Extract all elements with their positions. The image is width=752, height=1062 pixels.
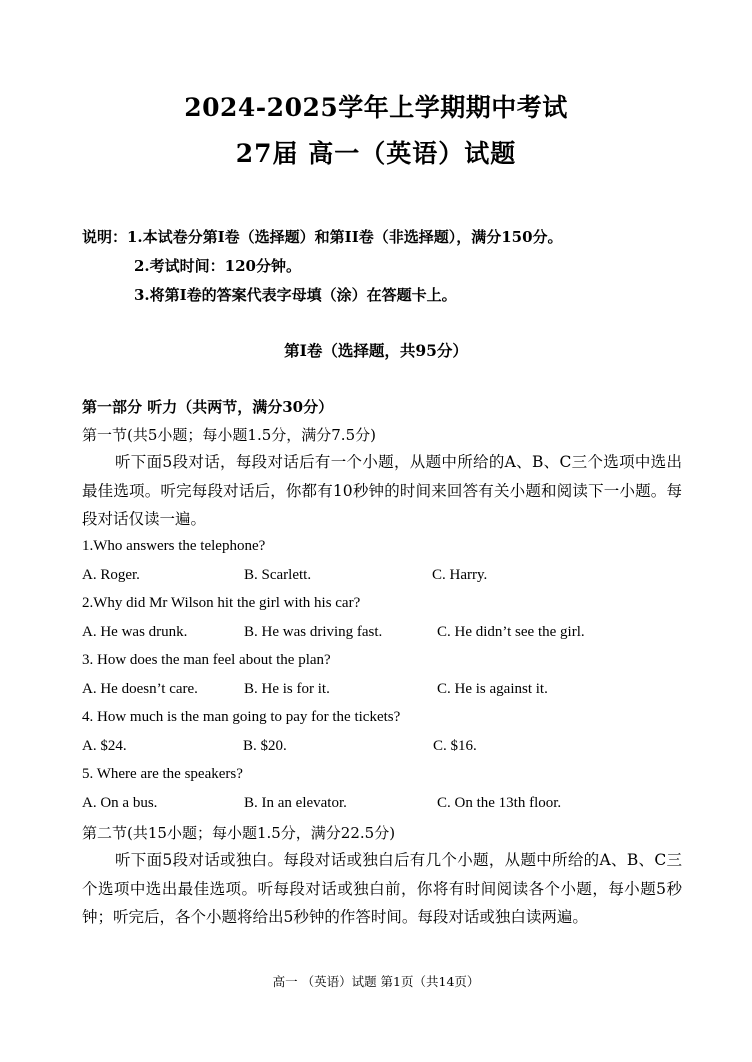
question-4: 4. How much is the man going to pay for the tickets? <box>82 709 401 725</box>
q3-option-b: B. He is for it. <box>244 681 330 697</box>
instruction-1: 说明：1.本试卷分第I卷（选择题）和第II卷（非选择题），满分150分。 <box>82 228 563 246</box>
q5-option-a: A. On a bus. <box>82 795 158 811</box>
q2-option-a: A. He was drunk. <box>82 624 188 640</box>
volume-title: 第I卷（选择题，共95分） <box>284 341 468 360</box>
question-2: 2.Why did Mr Wilson hit the girl with his car? <box>82 595 361 611</box>
q2-option-b: B. He was driving fast. <box>244 624 383 640</box>
exam-subtitle: 27届 高一（英语）试题 <box>235 139 517 168</box>
question-1: 1.Who answers the telephone? <box>82 538 266 554</box>
section1-title: 第一节(共5小题；每小题1.5分，满分7.5分) <box>82 426 376 444</box>
instruction-2: 2.考试时间：120分钟。 <box>134 257 301 275</box>
exam-title: 2024-2025学年上学期期中考试 <box>184 93 568 122</box>
q4-option-b: B. $20. <box>243 738 287 754</box>
q3-option-c: C. He is against it. <box>437 681 548 697</box>
section2-directions-text: 听下面5段对话或独白。每段对话或独白后有几个小题，从题中所给的A、B、C三个选项中选出最佳选项。听每段对话或独白前，你将有时间阅读各个小题，每小题5秒钟；听完后，各个小题将给出5秒钟的作答时间。每段对话或独白读两遍。 <box>82 851 682 927</box>
q1-option-a: A. Roger. <box>82 567 140 583</box>
q3-option-a: A. He doesn’t care. <box>82 681 198 697</box>
question-5: 5. Where are the speakers? <box>82 766 243 782</box>
section1-directions <box>82 448 682 534</box>
q1-option-c: C. Harry. <box>432 567 488 583</box>
section2-directions <box>82 846 682 932</box>
section1-directions-text: 听下面5段对话，每段对话后有一个小题，从题中所给的A、B、C三个选项中选出最佳选项。听完每段对话后，你都有10秒钟的时间来回答有关小题和阅读下一小题。每段对话仅读一遍。 <box>82 453 682 529</box>
page-footer: 高一 （英语）试题 第1页（共14页） <box>272 974 480 989</box>
q5-option-c: C. On the 13th floor. <box>437 795 562 811</box>
q1-option-b: B. Scarlett. <box>244 567 312 583</box>
q4-option-a: A. $24. <box>82 738 127 754</box>
section2-title: 第二节(共15小题；每小题1.5分，满分22.5分) <box>82 824 396 842</box>
q5-option-b: B. In an elevator. <box>244 795 347 811</box>
q4-option-c: C. $16. <box>433 738 477 754</box>
part1-title: 第一部分 听力（共两节，满分30分） <box>82 398 334 416</box>
q2-option-c: C. He didn’t see the girl. <box>437 624 585 640</box>
instruction-3: 3.将第I卷的答案代表字母填（涂）在答题卡上。 <box>134 286 457 304</box>
question-3: 3. How does the man feel about the plan? <box>82 652 331 668</box>
